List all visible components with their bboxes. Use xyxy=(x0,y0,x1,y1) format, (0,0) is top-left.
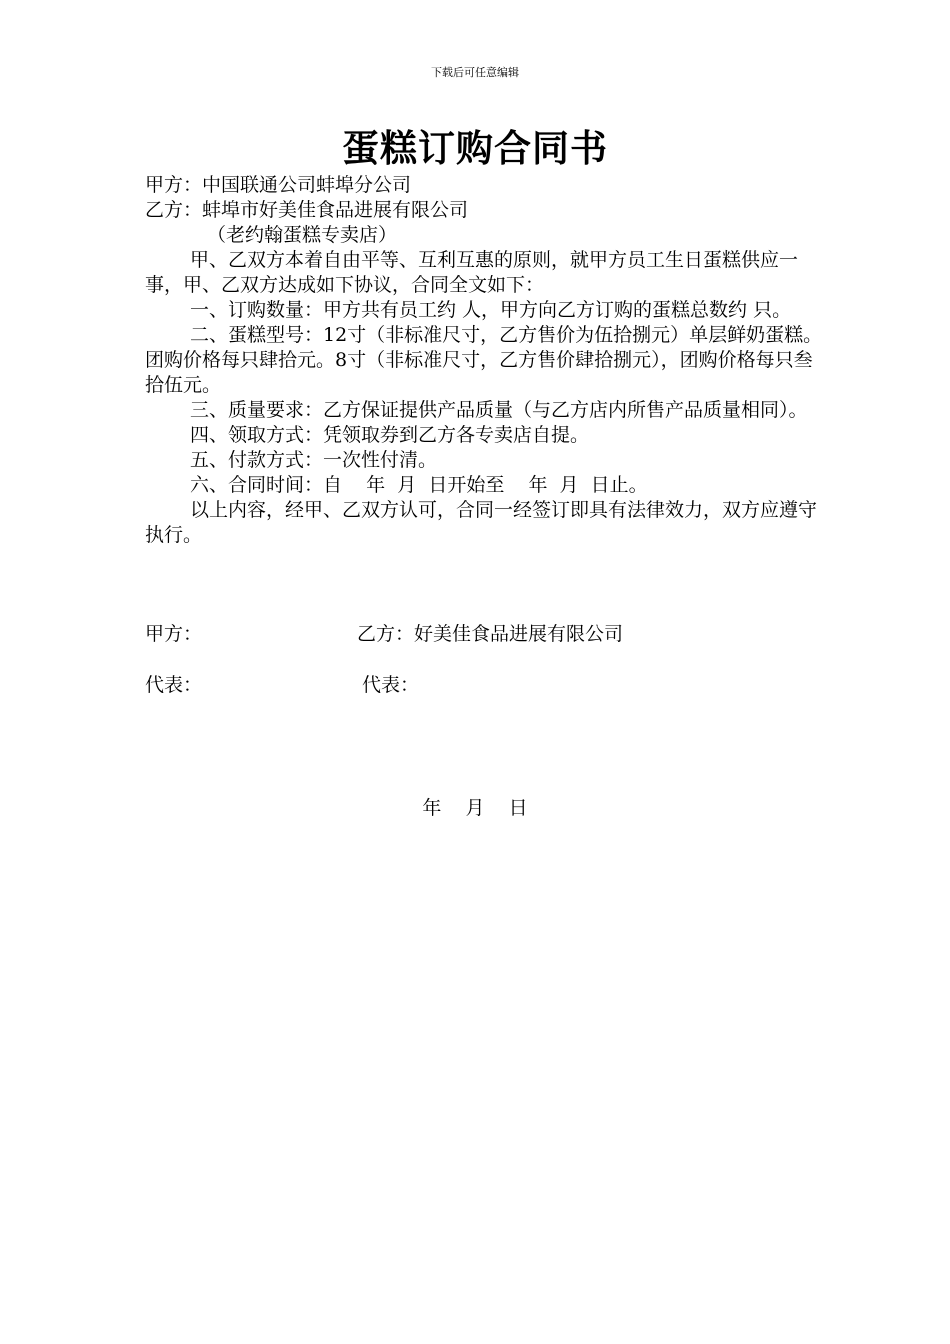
party-a-line: 甲方：中国联通公司蚌埠分公司 xyxy=(145,174,412,196)
party-b-line: 乙方：蚌埠市好美佳食品进展有限公司 xyxy=(145,199,469,221)
party-a-rep-label: 代表： xyxy=(145,674,203,696)
clause-contract-period: 六、合同时间：自 年 月 日开始至 年 月 日止。 xyxy=(190,474,648,496)
closing-paragraph: 以上内容，经甲、乙双方认可，合同一经签订即具有法律效力，双方应遵守执行。 xyxy=(145,499,818,546)
clause-pickup: 四、领取方式：凭领取券到乙方各专卖店自提。 xyxy=(190,424,590,446)
signing-date-line: 年 月 日 xyxy=(422,797,528,819)
party-b-signature-label: 乙方：好美佳食品进展有限公司 xyxy=(357,623,624,645)
preamble-paragraph: 甲、乙双方本着自由平等、互利互惠的原则，就甲方员工生日蛋糕供应一事，甲、乙双方达成如下协议，合同全文如下： xyxy=(145,249,799,296)
clause-quantity: 一、订购数量：甲方共有员工约 人，甲方向乙方订购的蛋糕总数约 只。 xyxy=(190,299,792,321)
document-title: 蛋糕订购合同书 xyxy=(342,127,608,170)
header-note: 下载后可任意编辑 xyxy=(431,66,519,79)
party-b-store-note: （老约翰蛋糕专卖店） xyxy=(207,224,398,246)
clause-cake-model: 二、蛋糕型号：12寸（非标准尺寸，乙方售价为伍拾捌元）单层鲜奶蛋糕。团购价格每只肆拾元。8寸（非标准尺寸，乙方售价肆拾捌元），团购价格每只叁拾伍元。 xyxy=(145,324,823,396)
clause-payment: 五、付款方式：一次性付清。 xyxy=(190,449,438,471)
party-b-rep-label: 代表： xyxy=(362,674,420,696)
clause-quality: 三、质量要求：乙方保证提供产品质量（与乙方店内所售产品质量相同）。 xyxy=(190,399,808,421)
contract-body xyxy=(145,173,825,548)
party-a-signature-label: 甲方： xyxy=(145,623,203,645)
